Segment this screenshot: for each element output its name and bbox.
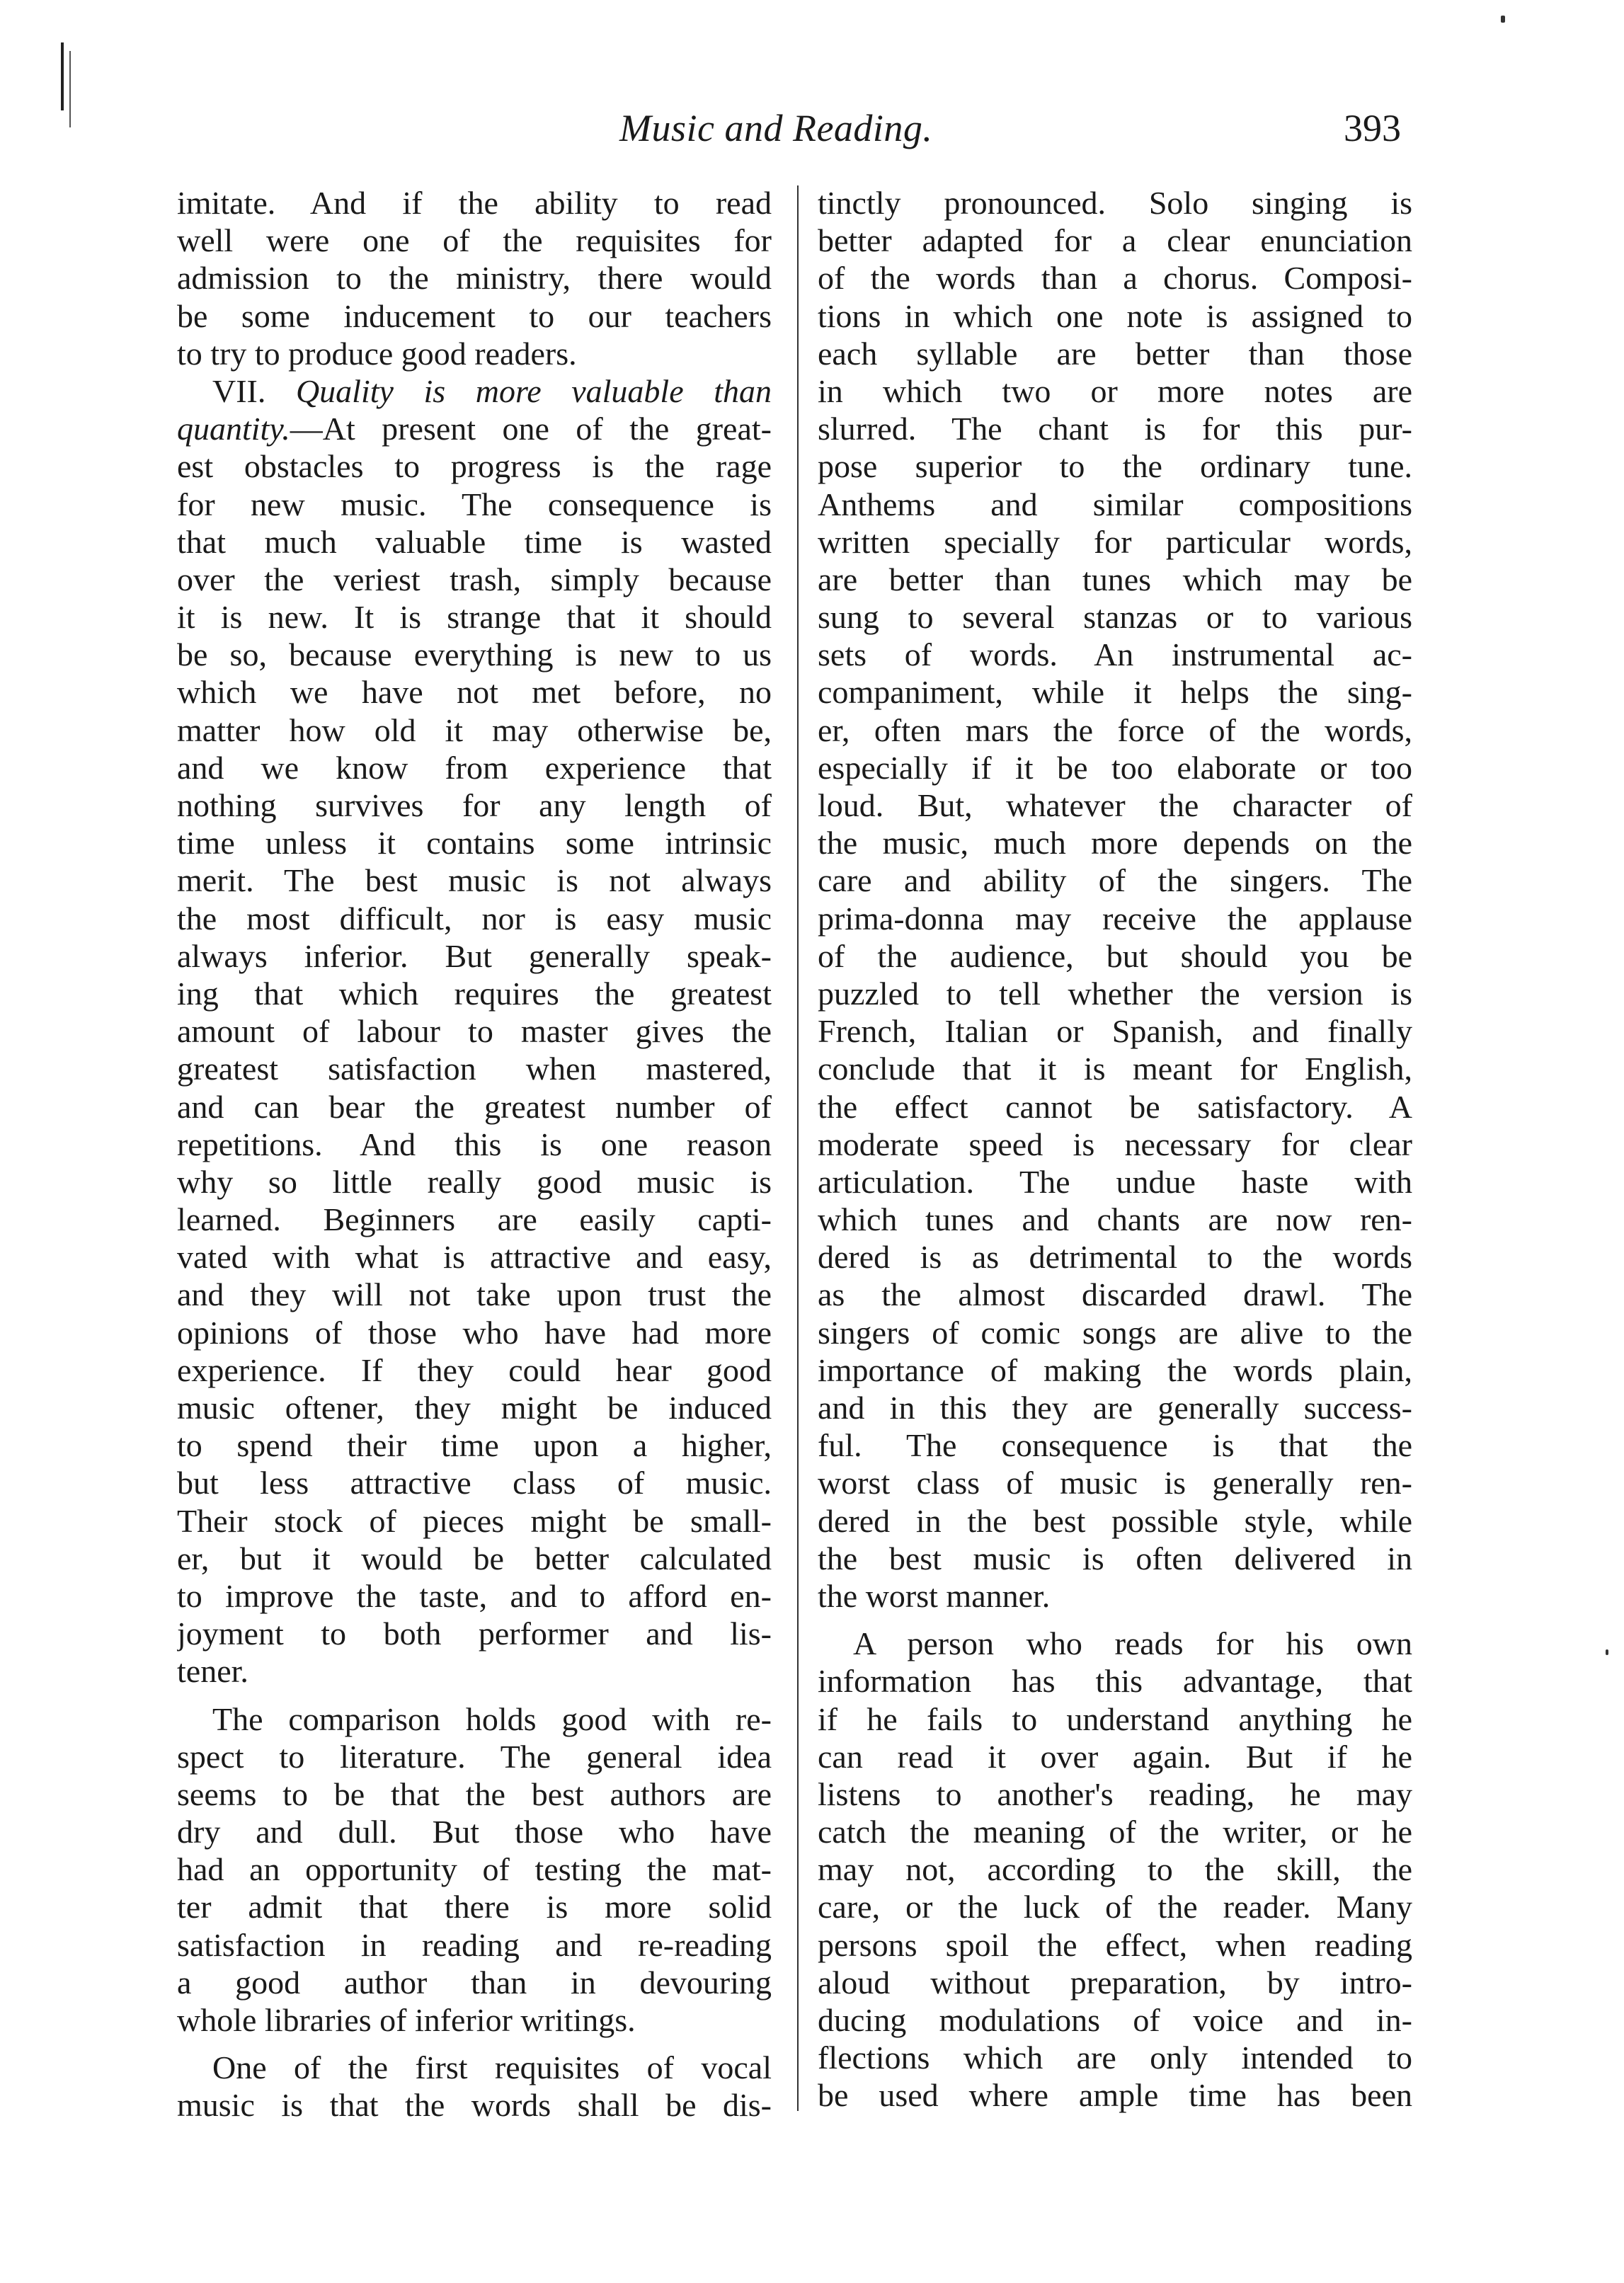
text-line: puzzled to tell whether the version is [818,975,1412,1012]
text-line: greatest satisfaction when mastered, [177,1051,772,1087]
text-line: of the words than a chorus. Composi- [818,260,1412,297]
text-line: tinctly pronounced. Solo singing is [818,185,1412,221]
text-line: ducing modulations of voice and in- [818,2002,1412,2038]
text-line: moderate speed is necessary for clear [818,1126,1412,1162]
text-line: learned. Beginners are easily capti- [177,1201,772,1238]
text-line: in which two or more notes are [818,372,1412,409]
text-line: it is new. It is strange that it should [177,599,772,636]
text-line: spect to literature. The general idea [177,1738,772,1775]
text-line: loud. But, whatever the character of [818,787,1412,823]
text-line: be some inducement to our teachers [177,297,772,334]
scan-speck [1606,1649,1608,1655]
text-line: the music, much more depends on the [818,825,1412,862]
text-line: matter how old it may otherwise be, [177,711,772,748]
text-line: quantity.—At present one of the great- [177,411,772,447]
text-line: and can bear the greatest number of [177,1088,772,1125]
text-line: the most difficult, nor is easy music [177,900,772,937]
text-line: joyment to both performer and lis- [177,1615,772,1652]
text-line: experience. If they could hear good [177,1351,772,1388]
text-line: and they will not take upon trust the [177,1276,772,1313]
text-line: articulation. The undue haste with [818,1163,1412,1200]
paragraph-start-line: A person who reads for his own [853,1625,1412,1662]
text-line: be so, because everything is new to us [177,636,772,673]
text-line: better adapted for a clear enunciation [818,222,1412,259]
text-line: opinions of those who have had more [177,1314,772,1351]
text-line: for new music. The consequence is [177,486,772,522]
text-line: well were one of the requisites for [177,222,772,259]
text-line: written specially for particular words, [818,523,1412,560]
text-line: dered is as detrimental to the words [818,1239,1412,1276]
left-column [177,184,772,2124]
text-line: but less attractive class of music. [177,1465,772,1501]
text-line: the best music is often delivered in [818,1540,1412,1577]
section-heading-line: VII. Quality is more valuable than [212,372,772,409]
scan-speck [1501,16,1505,23]
text-line: and in this they are generally success- [818,1390,1412,1426]
margin-scan-mark-thin [69,51,71,127]
text-line: which we have not met before, no [177,674,772,711]
text-line: sung to several stanzas or to various [818,599,1412,636]
text-line: companiment, while it helps the sing- [818,674,1412,711]
text-line: prima-donna may receive the applause [818,900,1412,937]
text-line: catch the meaning of the writer, or he [818,1814,1412,1850]
text-line: may not, according to the skill, the [818,1851,1412,1888]
text-line: music is that the words shall be dis- [177,2087,772,2124]
text-line: dry and dull. But those who have [177,1814,772,1850]
text-line: time unless it contains some intrinsic [177,825,772,862]
text-line: sets of words. An instrumental ac- [818,636,1412,673]
text-line: conclude that it is meant for English, [818,1051,1412,1087]
text-line: to try to produce good readers. [177,335,577,372]
text-line: over the veriest trash, simply because [177,561,772,597]
text-line: of the audience, but should you be [818,937,1412,974]
text-line: ful. The consequence is that the [818,1427,1412,1464]
text-line: especially if it be too elaborate or too [818,749,1412,786]
text-line: singers of comic songs are alive to the [818,1314,1412,1351]
text-line: listens to another's reading, he may [818,1775,1412,1812]
text-line: admission to the ministry, there would [177,260,772,297]
text-line: aloud without preparation, by intro- [818,1964,1412,2001]
text-line: er, but it would be better calculated [177,1540,772,1577]
text-line: Their stock of pieces might be small- [177,1502,772,1539]
text-line: slurred. The chant is for this pur- [818,411,1412,447]
text-line: whole libraries of inferior writings. [177,2002,636,2038]
text-line: ter admit that there is more solid [177,1889,772,1926]
text-line: the worst manner. [818,1577,1051,1614]
text-line: vated with what is attractive and easy, [177,1239,772,1276]
right-column [818,184,1412,2115]
column-divider [797,185,799,2111]
text-line: each syllable are better than those [818,335,1412,372]
margin-scan-mark [61,42,64,110]
text-line: dered in the best possible style, while [818,1502,1412,1539]
text-line: seems to be that the best authors are [177,1775,772,1812]
text-line: pose superior to the ordinary tune. [818,448,1412,485]
paragraph-start-line: The comparison holds good with re- [212,1700,772,1737]
text-line: are better than tunes which may be [818,561,1412,597]
text-line: be used where ample time has been [818,2077,1412,2114]
text-line: if he fails to understand anything he [818,1700,1412,1737]
text-line: merit. The best music is not always [177,862,772,899]
text-line: est obstacles to progress is the rage [177,448,772,485]
text-line: music oftener, they might be induced [177,1390,772,1426]
running-head: Music and Reading. [619,107,933,149]
text-line: as the almost discarded drawl. The [818,1276,1412,1313]
text-line: care and ability of the singers. The [818,862,1412,899]
text-line: always inferior. But generally speak- [177,937,772,974]
text-line: can read it over again. But if he [818,1738,1412,1775]
text-line: information has this advantage, that [818,1663,1412,1700]
text-line: French, Italian or Spanish, and finally [818,1013,1412,1050]
text-line: satisfaction in reading and re-reading [177,1926,772,1963]
text-line: flections which are only intended to [818,2039,1412,2076]
text-line: the effect cannot be satisfactory. A [818,1088,1412,1125]
text-line: Anthems and similar compositions [818,486,1412,522]
text-line: that much valuable time is wasted [177,523,772,560]
text-line: which tunes and chants are now ren- [818,1201,1412,1238]
text-line: a good author than in devouring [177,1964,772,2001]
text-line: and we know from experience that [177,749,772,786]
text-line: nothing survives for any length of [177,787,772,823]
text-line: ing that which requires the greatest [177,975,772,1012]
text-line: tions in which one note is assigned to [818,297,1412,334]
text-line: why so little really good music is [177,1163,772,1200]
text-line: to improve the taste, and to afford en- [177,1577,772,1614]
text-line: tener. [177,1653,248,1690]
text-line: repetitions. And this is one reason [177,1126,772,1162]
text-line: amount of labour to master gives the [177,1013,772,1050]
text-line: imitate. And if the ability to read [177,185,772,221]
text-line: persons spoil the effect, when reading [818,1926,1412,1963]
paragraph-start-line: One of the first requisites of vocal [212,2049,772,2086]
text-line: to spend their time upon a higher, [177,1427,772,1464]
text-line: importance of making the words plain, [818,1351,1412,1388]
text-line: er, often mars the force of the words, [818,711,1412,748]
text-line: worst class of music is generally ren- [818,1465,1412,1501]
text-line: had an opportunity of testing the mat- [177,1851,772,1888]
page-number: 393 [1344,107,1401,149]
text-line: care, or the luck of the reader. Many [818,1889,1412,1926]
